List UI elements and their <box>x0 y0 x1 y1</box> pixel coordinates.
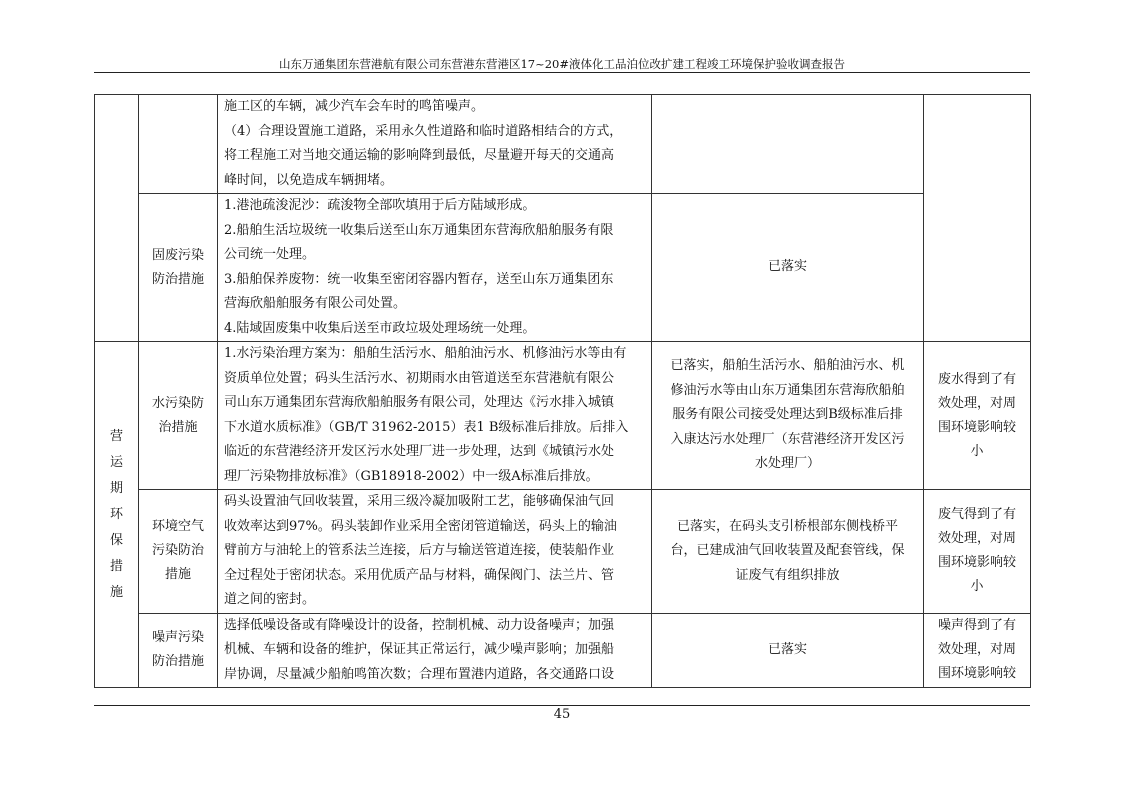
table-row <box>95 613 1031 688</box>
page-number: 45 <box>553 707 571 722</box>
content-line: 码头设置油气回收装置，采用三级冷凝加吸附工艺，能够确保油气回 <box>224 494 615 509</box>
footer-divider <box>94 705 1030 706</box>
content-line: 营海欣船舶服务有限公司处置。 <box>224 296 407 311</box>
status-cell <box>652 342 924 490</box>
content-line: 临近的东营港经济开发区污水处理厂进一步处理，达到《城镇污水处 <box>224 444 615 459</box>
effect-line: 围环境影响较 <box>937 419 1016 435</box>
content-line: 2.船舶生活垃圾统一收集后送至山东万通集团东营海欣船舶服务有限 <box>224 222 614 238</box>
content-line: 全过程处于密闭状态。采用优质产品与材料，确保阀门、法兰片、管 <box>224 567 615 583</box>
content-line: 理厂污染物排放标准》（GB18918-2002）中一级A标准后排放。 <box>224 468 599 484</box>
content-line: 4.陆域固废集中收集后送至市政垃圾处理场统一处理。 <box>224 320 536 336</box>
content-line: 施工区的车辆，减少汽车会车时的鸣笛噪声。 <box>224 99 485 114</box>
category-label-line: 防治措施 <box>151 271 204 287</box>
table-row <box>95 95 1031 194</box>
effect-cell <box>924 490 1031 614</box>
category-cell <box>139 194 218 342</box>
content-line: 公司统一处理。 <box>224 247 316 262</box>
effect-cell <box>924 342 1031 490</box>
status-line: 服务有限公司接受处理达到B级标准后排 <box>672 407 903 423</box>
content-line: 1.港池疏浚泥沙：疏浚物全部吹填用于后方陆域形成。 <box>224 198 536 213</box>
status-line: 已落实，在码头支引桥根部东侧栈桥平 <box>676 518 898 534</box>
status-cell: 已落实 <box>652 613 924 688</box>
content-cell <box>218 490 652 614</box>
content-line: 下水道水质标准》（GB/T 31962-2015）表1 B级标准后排放。后排入 <box>224 419 629 435</box>
content-line: 3.船舶保养废物：统一收集至密闭容器内暂存，送至山东万通集团东 <box>224 271 614 287</box>
effect-line: 废气得到了有 <box>937 507 1016 523</box>
content-cell <box>218 342 652 490</box>
effect-line: 围环境影响较 <box>937 555 1016 571</box>
content-line: 岸协调，尽量减少船舶鸣笛次数；合理布置港内道路，各交通路口设 <box>224 666 615 682</box>
category-cell <box>139 613 218 688</box>
content-line: （4）合理设置施工道路，采用永久性道路和临时道路相结合的方式， <box>224 123 623 139</box>
content-line: 收效率达到97%。码头装卸作业采用全密闭管道输送，码头上的输油 <box>224 518 617 534</box>
category-label-line: 措施 <box>164 567 191 583</box>
table-row <box>95 194 1031 342</box>
status-cell <box>652 490 924 614</box>
status-line: 水处理厂） <box>754 456 820 472</box>
content-line: 司山东万通集团东营海欣船舶服务有限公司，处理达《污水排入城镇 <box>224 395 615 410</box>
phase-char: 运 <box>109 454 123 470</box>
phase-char: 施 <box>109 584 123 600</box>
construction-phase-cell <box>95 95 139 342</box>
status-line: 修油污水等由山东万通集团东营海欣船舶 <box>670 382 905 398</box>
content-line: 道之间的密封。 <box>224 592 316 607</box>
content-line: 机械、车辆和设备的维护，保证其正常运行，减少噪声影响；加强船 <box>224 642 615 657</box>
content-line: 资质单位处置；码头生活污水、初期雨水由管道送至东营港航有限公 <box>224 370 615 386</box>
phase-char: 环 <box>109 506 123 522</box>
status-line: 证废气有组织排放 <box>735 567 840 583</box>
effect-line: 围环境影响较 <box>937 666 1016 682</box>
content-cell <box>218 613 652 688</box>
status-line: 入康达污水处理厂（东营港经济开发区污 <box>670 431 905 447</box>
phase-char: 期 <box>109 480 123 496</box>
table-row <box>95 342 1031 490</box>
category-label-line: 固废污染 <box>151 247 204 263</box>
category-label-line: 污染防治 <box>151 543 204 559</box>
phase-char: 营 <box>109 428 123 444</box>
effect-line: 效处理，对周 <box>937 642 1016 658</box>
status-line: 已落实，船舶生活污水、船舶油污水、机 <box>670 358 905 374</box>
status-line: 台，已建成油气回收装置及配套管线，保 <box>670 543 905 558</box>
header-divider <box>94 72 1030 73</box>
effect-cell <box>924 95 1031 342</box>
content-cell <box>218 95 652 194</box>
page-header-title: 山东万通集团东营港航有限公司东营港东营港区17~20#液体化工品泊位改扩建工程竣工环境保护验收调查报告 <box>278 57 846 71</box>
effect-line: 效处理，对周 <box>937 395 1016 411</box>
operation-phase-cell <box>95 342 139 688</box>
category-label-line: 治措施 <box>158 419 198 435</box>
category-label-line: 防治措施 <box>151 654 204 670</box>
table-row <box>95 490 1031 614</box>
phase-char: 保 <box>109 532 123 548</box>
status-cell <box>652 95 924 194</box>
content-cell <box>218 194 652 342</box>
environmental-measures-table <box>94 94 1031 688</box>
phase-char: 措 <box>109 558 123 574</box>
content-line: 将工程施工对当地交通运输的影响降到最低，尽量避开每天的交通高 <box>224 148 615 163</box>
category-label-line: 环境空气 <box>151 519 204 535</box>
category-cell <box>139 95 218 194</box>
content-line: 1.水污染治理方案为：船舶生活污水、船舶油污水、机修油污水等由有 <box>224 346 627 361</box>
content-line: 臂前方与油轮上的管系法兰连接，后方与输送管道连接，使装船作业 <box>224 543 615 558</box>
effect-line: 小 <box>970 443 984 459</box>
category-label-line: 水污染防 <box>151 395 204 411</box>
effect-cell <box>924 613 1031 688</box>
category-cell <box>139 490 218 614</box>
effect-line: 小 <box>970 579 984 595</box>
category-cell <box>139 342 218 490</box>
effect-line: 噪声得到了有 <box>937 618 1016 634</box>
effect-line: 废水得到了有 <box>937 371 1016 387</box>
content-line: 选择低噪设备或有降噪设计的设备，控制机械、动力设备噪声；加强 <box>224 617 615 633</box>
category-label-line: 噪声污染 <box>151 630 204 646</box>
status-cell: 已落实 <box>652 194 924 342</box>
effect-line: 效处理，对周 <box>937 531 1016 547</box>
content-line: 峰时间，以免造成车辆拥堵。 <box>224 172 394 188</box>
